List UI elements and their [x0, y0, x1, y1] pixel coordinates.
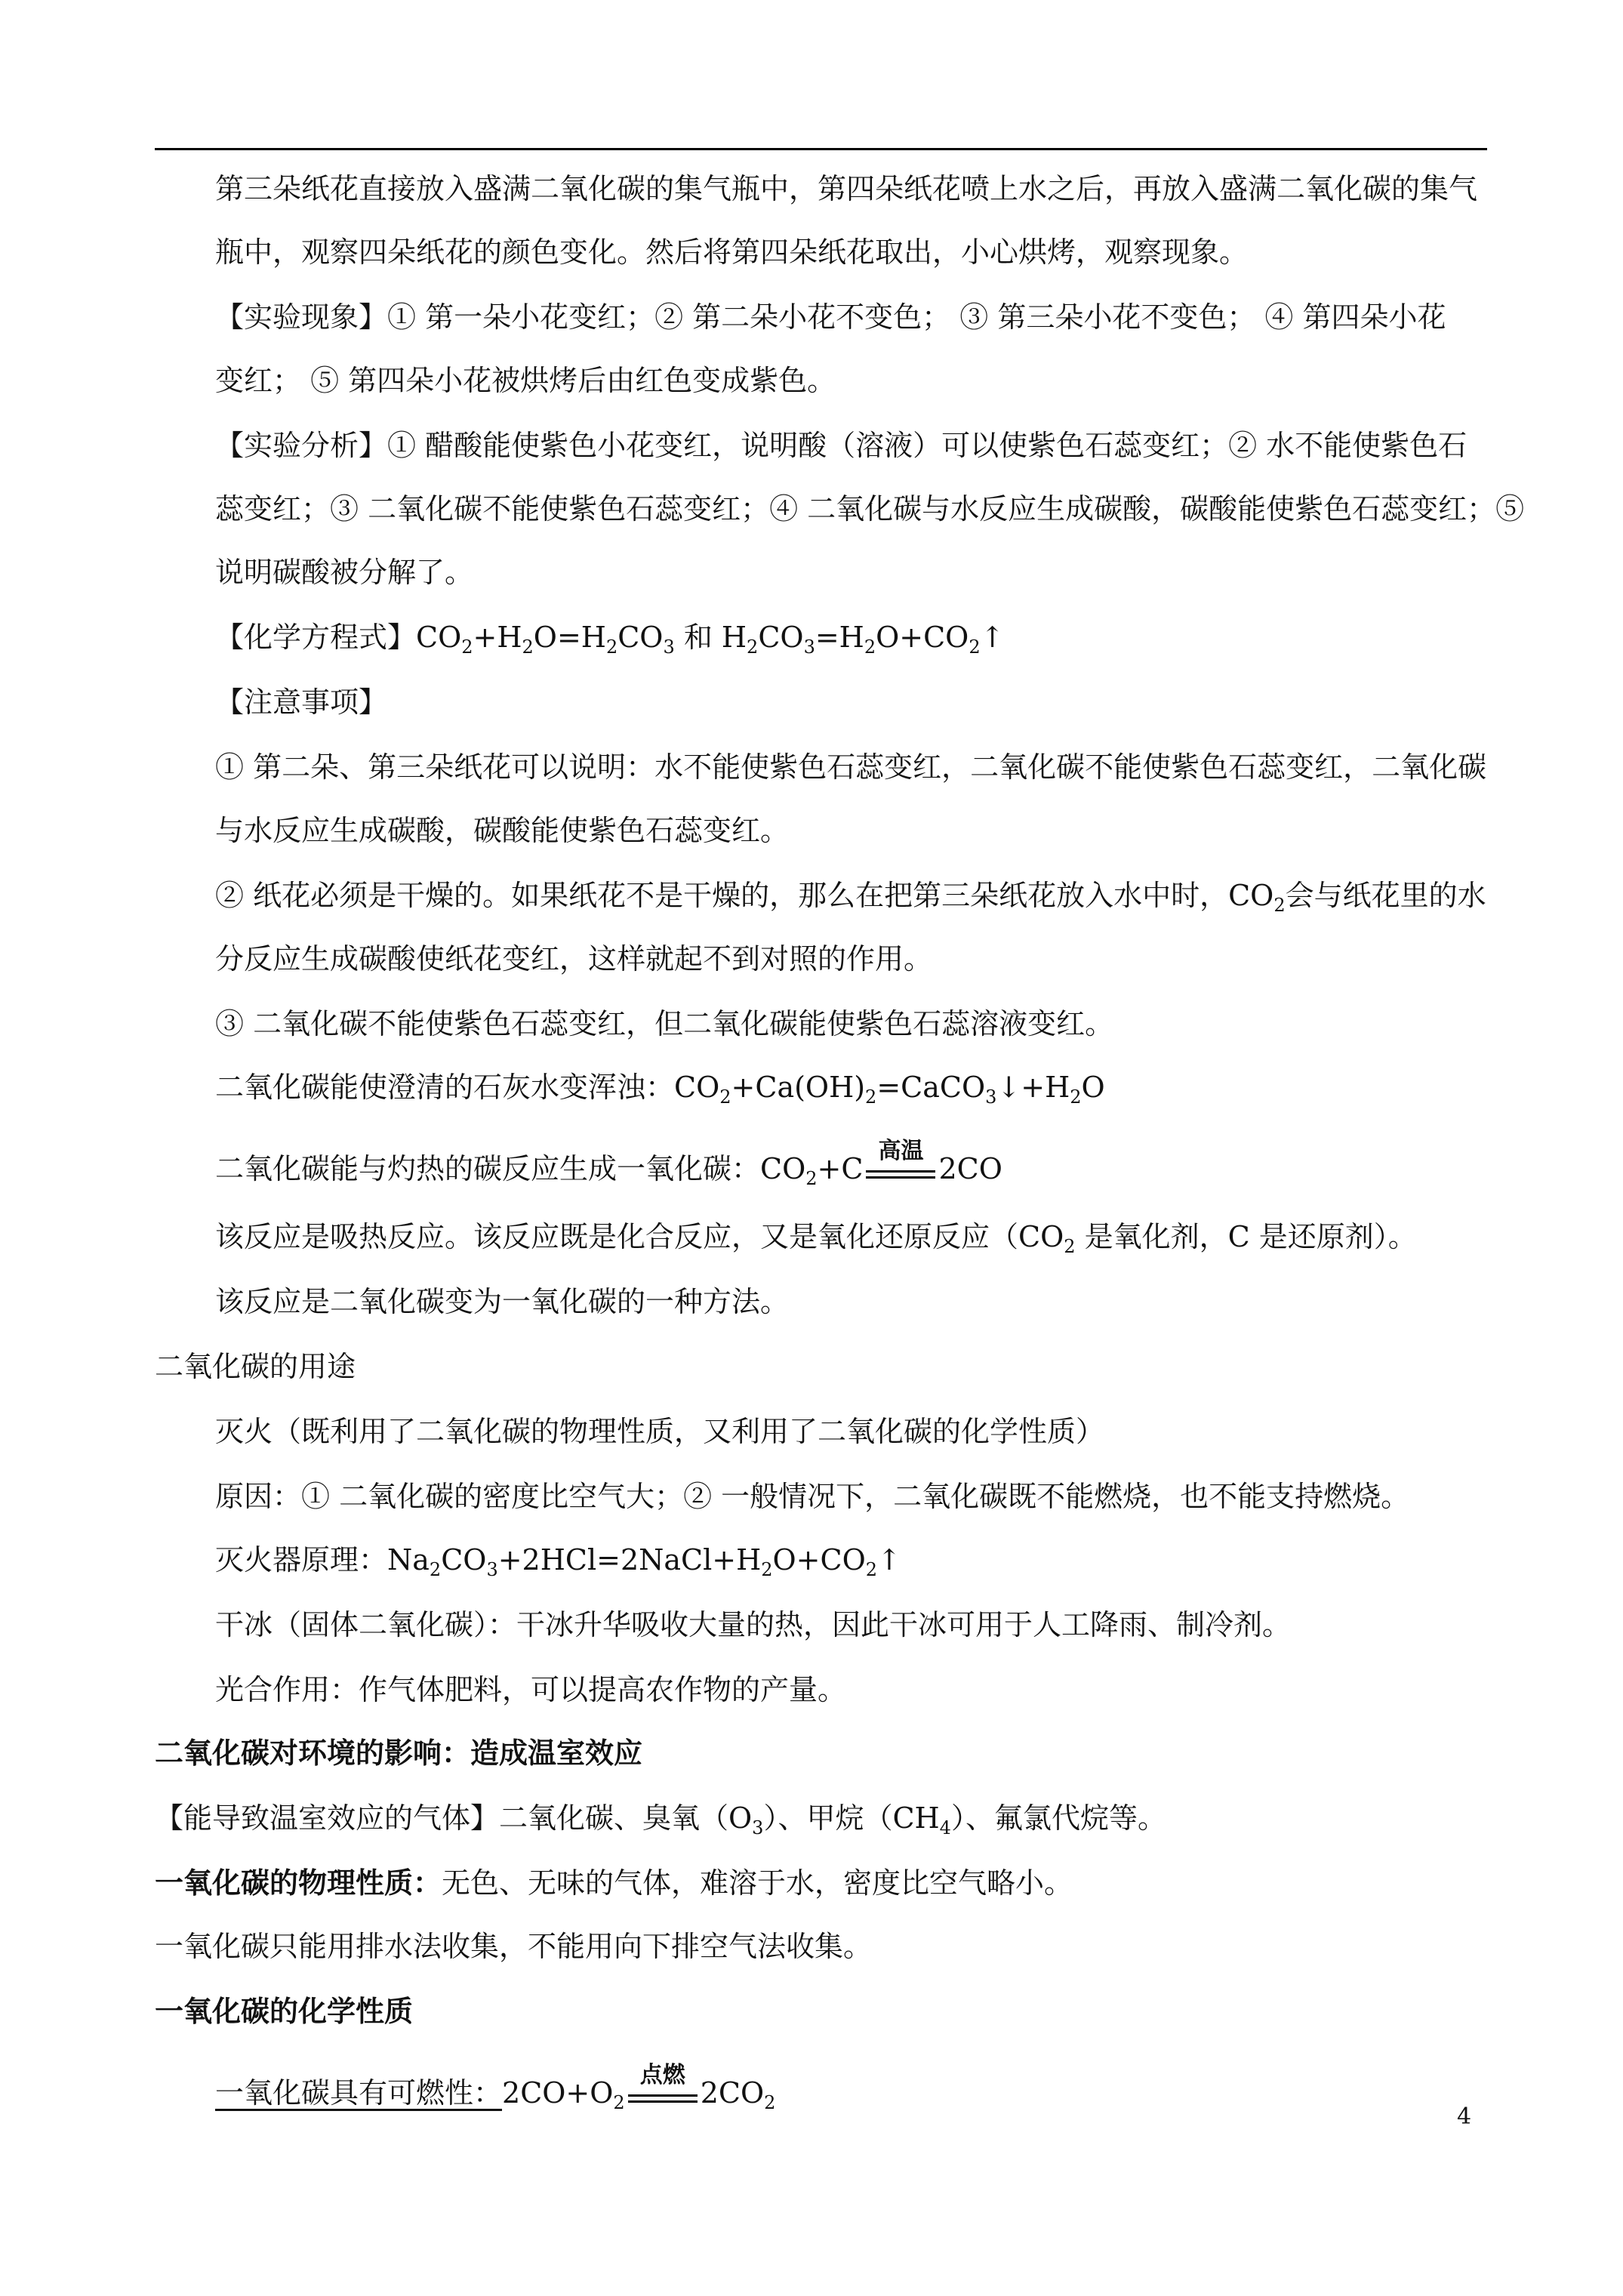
chem-equation: $CO_2+Ca(OH)_2=CaCO_3↓+H_2O$ [674, 1071, 1105, 1108]
chem-equation: $CO_2+H_2O=H_2CO_3$ 和 $H_2CO_3=H_2O+CO_2↑$ [416, 621, 1005, 658]
text-line: 干冰（固体二氧化碳）：干冰升华吸收大量的热，因此干冰可用于人工降雨、制冷剂。 [215, 1608, 1292, 1641]
equation-line: 一氧化碳具有可燃性：$2CO+O_2$ 点燃 $2CO_2$ [215, 2062, 776, 2113]
header-rule [155, 148, 1487, 150]
text-line: ② 纸花必须是干燥的。如果纸花不是干燥的，那么在把第三朵纸花放入水中时，$CO_2$会与纸花里的水 [215, 879, 1486, 916]
text-line: 【实验分析】① 醋酸能使紫色小花变红，说明酸（溶液）可以使紫色石蕊变红；② 水不能使紫色石 [215, 429, 1467, 462]
equation-line: 灭火器原理：$Na_2CO_3+2HCl=2NaCl+H_2O+CO_2↑$ [215, 1543, 901, 1580]
text-line: 该反应是吸热反应。该反应既是化合反应，又是氧化还原反应（$CO_2$ 是氧化剂，C 是还原剂）。 [215, 1220, 1417, 1257]
text-line: 瓶中，观察四朵纸花的颜色变化。然后将第四朵纸花取出，小心烘烤，观察现象。 [215, 236, 1249, 269]
text-line: ③ 二氧化碳不能使紫色石蕊变红，但二氧化碳能使紫色石蕊溶液变红。 [215, 1007, 1114, 1040]
chem-equation: $CO_2+C$ [760, 1152, 864, 1189]
text-line: 【能导致温室效应的气体】二氧化碳、臭氧$(O_3)$、甲烷$(CH_4)$、氟氯代烷等。 [155, 1801, 1166, 1838]
text-line: 与水反应生成碳酸，碳酸能使紫色石蕊变红。 [215, 814, 790, 847]
equation-line: 【化学方程式】$CO_2+H_2O=H_2CO_3$ 和 $H_2CO_3=H_2O+CO_2↑$ [215, 621, 1005, 658]
section-heading: 一氧化碳的化学性质 [155, 1994, 414, 2028]
text-line: 灭火（既利用了二氧化碳的物理性质，又利用了二氧化碳的化学性质） [215, 1415, 1105, 1448]
text-line: 说明碳酸被分解了。 [215, 556, 474, 589]
text-line: ① 第二朵、第三朵纸花可以说明：水不能使紫色石蕊变红，二氧化碳不能使紫色石蕊变红，二氧化碳 [215, 750, 1487, 784]
text-line: 【实验现象】① 第一朵小花变红；② 第二朵小花不变色； ③ 第三朵小花不变色； ④ 第四朵小花 [215, 300, 1446, 334]
text-line: 蕊变红；③ 二氧化碳不能使紫色石蕊变红；④ 二氧化碳与水反应生成碳酸，碳酸能使紫色石蕊变红；⑤ [215, 492, 1525, 525]
text-line: 该反应是二氧化碳变为一氧化碳的一种方法。 [215, 1285, 790, 1318]
text-line: 第三朵纸花直接放入盛满二氧化碳的集气瓶中，第四朵纸花喷上水之后，再放入盛满二氧化碳的集气 [215, 172, 1478, 205]
reaction-condition-arrow: 点燃 [628, 2073, 698, 2113]
chem-equation: $Na_2CO_3+2HCl=2NaCl+H_2O+CO_2↑$ [387, 1543, 901, 1580]
text-line: 变红； ⑤ 第四朵小花被烘烤后由红色变成紫色。 [215, 364, 836, 397]
page-number: 4 [1457, 2103, 1472, 2130]
text-line: 分反应生成碳酸使纸花变红，这样就起不到对照的作用。 [215, 942, 933, 975]
text-line: 原因：① 二氧化碳的密度比空气大；② 一般情况下，二氧化碳既不能燃烧，也不能支持燃烧。 [215, 1480, 1410, 1513]
section-heading: 二氧化碳对环境的影响：造成温室效应 [155, 1736, 643, 1770]
text-line: 光合作用：作气体肥料，可以提高农作物的产量。 [215, 1673, 847, 1706]
equation-line: 二氧化碳能与灼热的碳反应生成一氧化碳：$CO_2+C$ 高温 2CO [215, 1138, 1002, 1189]
text-line: 【注意事项】 [215, 686, 388, 719]
equation-line: 二氧化碳能使澄清的石灰水变浑浊：$CO_2+Ca(OH)_2=CaCO_3↓+H_2O$ [215, 1071, 1105, 1108]
section-heading: 二氧化碳的用途 [155, 1350, 356, 1383]
text-line: 一氧化碳只能用排水法收集，不能用向下排空气法收集。 [155, 1930, 873, 1963]
reaction-condition-arrow: 高温 [866, 1149, 935, 1188]
text-line: 一氧化碳的物理性质：无色、无味的气体，难溶于水，密度比空气略小。 [155, 1866, 1073, 1900]
chem-equation: $2CO+O_2$ [502, 2076, 625, 2113]
